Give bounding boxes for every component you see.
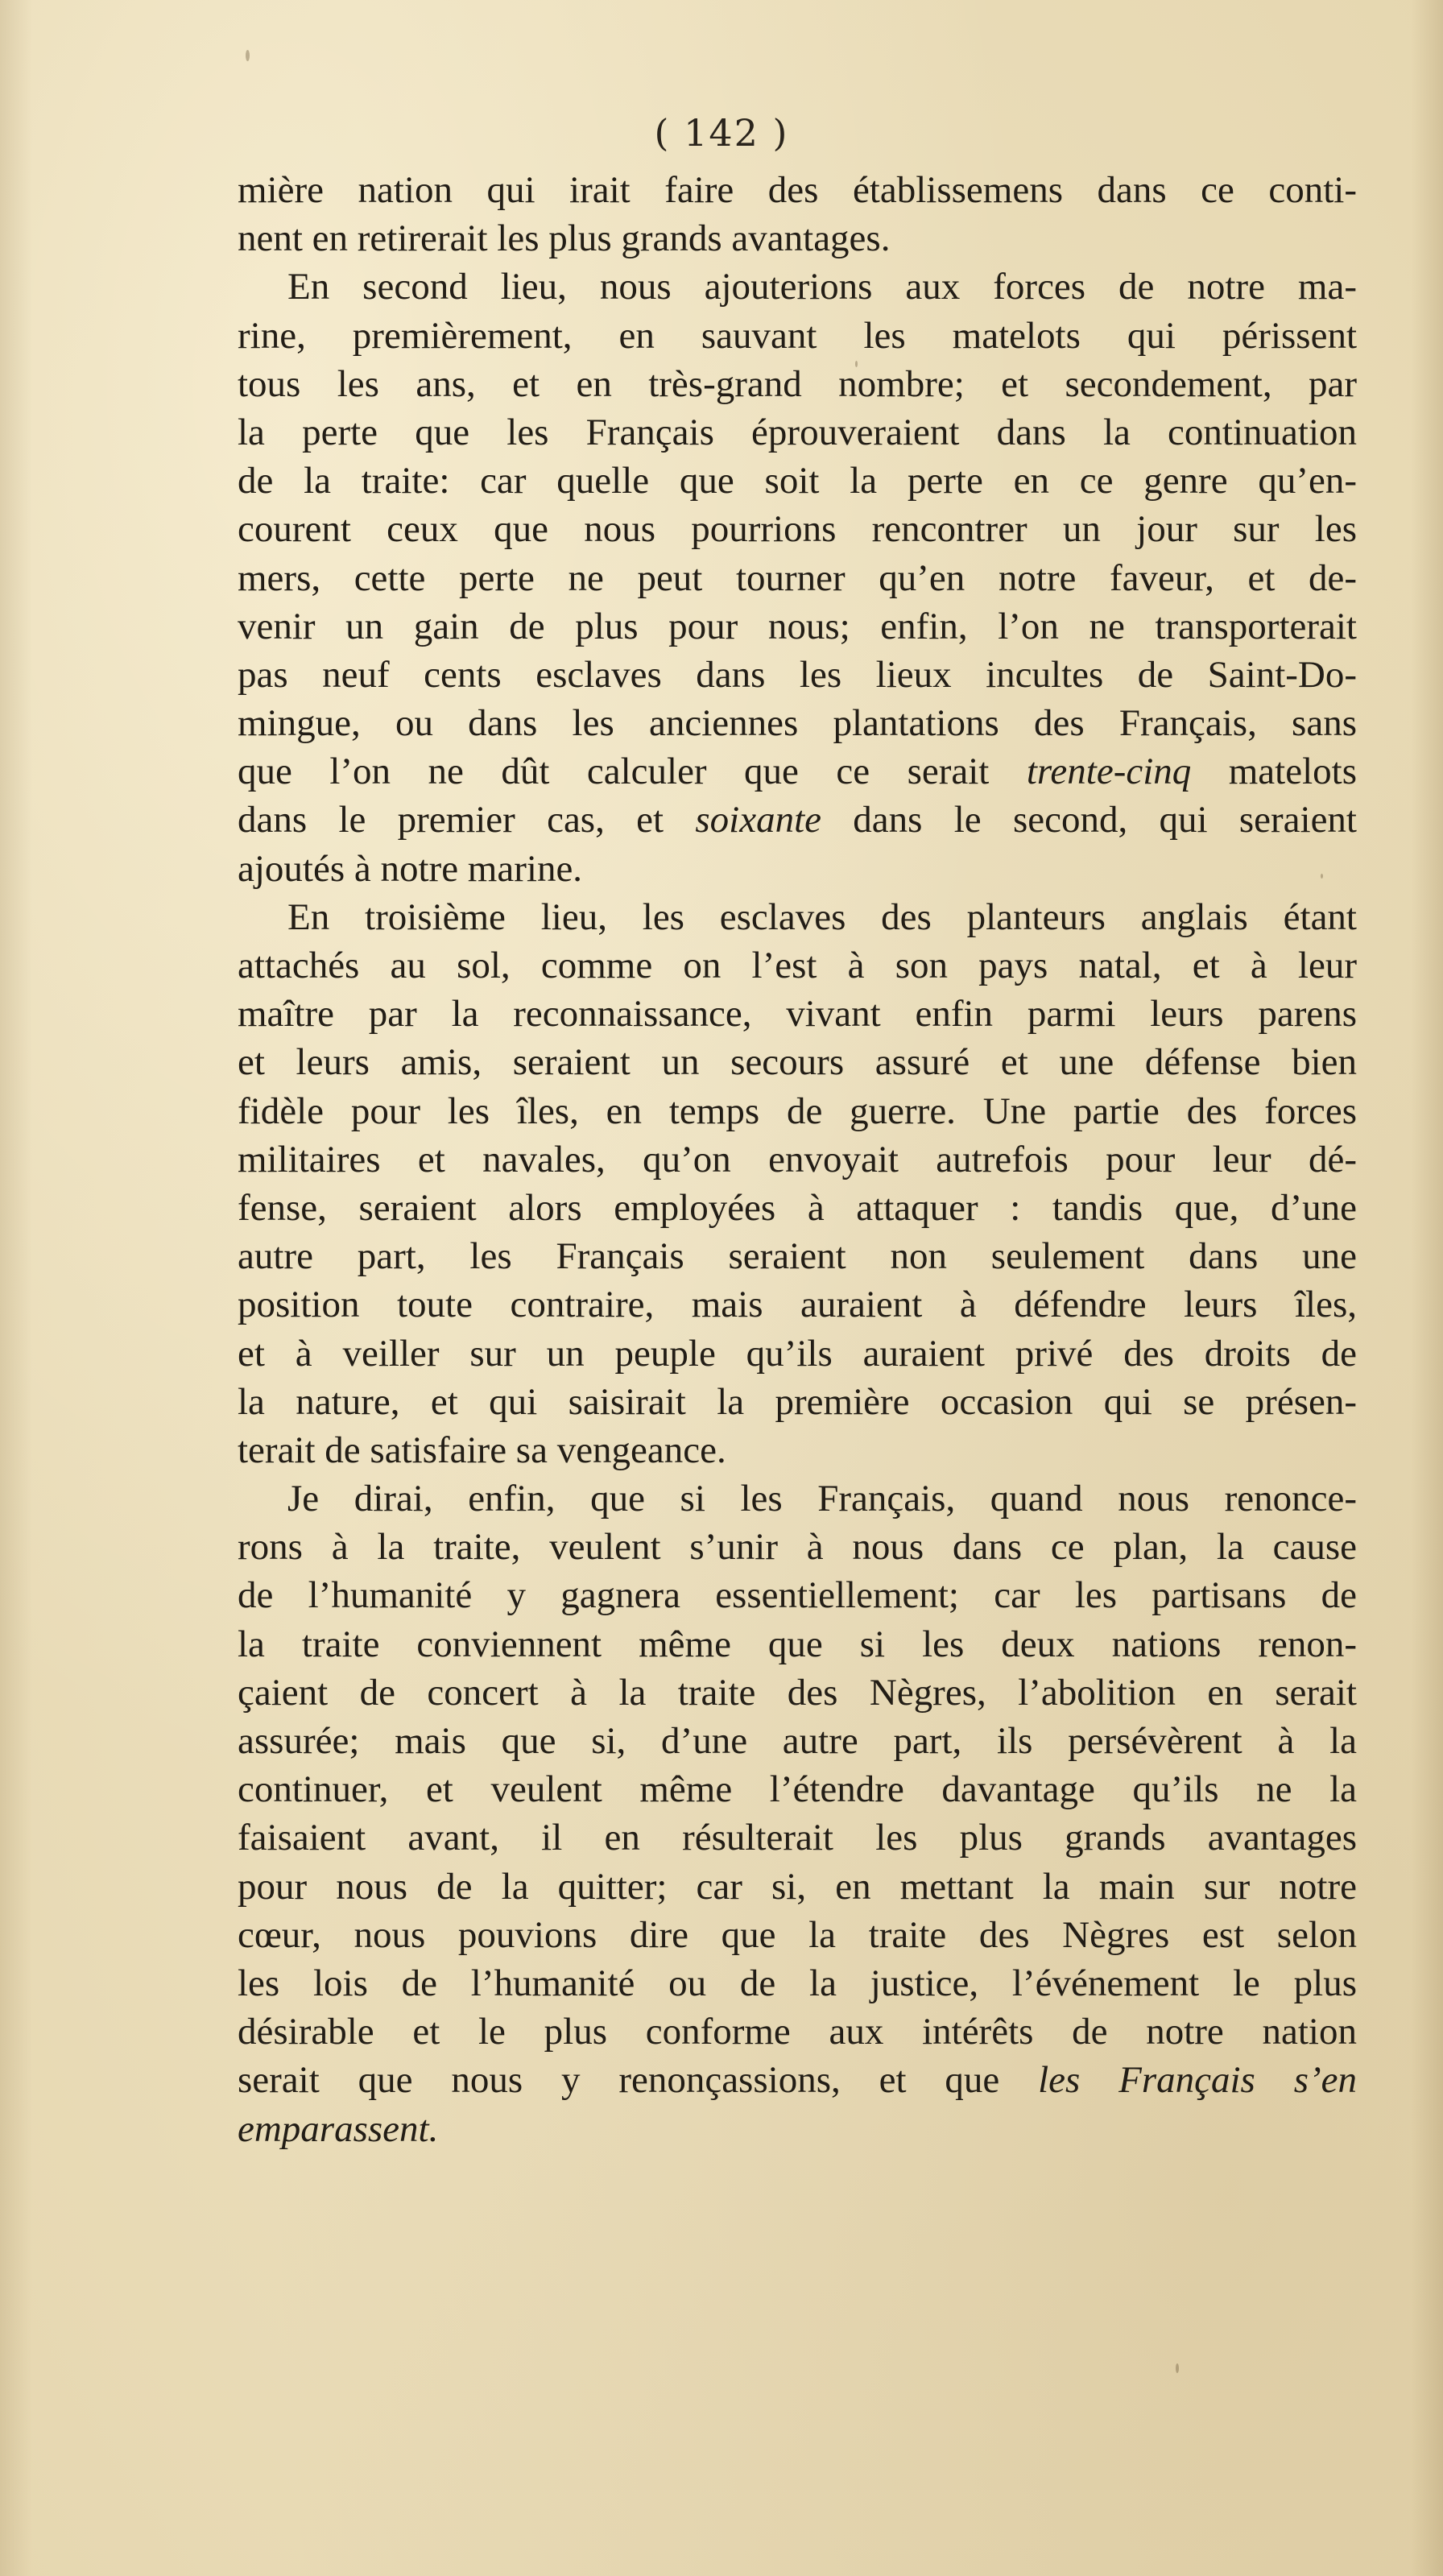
text-line: [238, 360, 1357, 408]
page-edge-shadow-right: [1411, 0, 1443, 2576]
text-run: rons à la traite, veulent s’unir à nous dans ce plan, la cause: [238, 1526, 1357, 1569]
text-run: de l’humanité y gagnera essentiellement; car les partisans de: [238, 1574, 1357, 1617]
text-run: la traite conviennent même que si les deux nations renon-: [238, 1623, 1357, 1665]
text-run: terait de satisfaire sa vengeance.: [238, 1429, 726, 1471]
text-line: [238, 554, 1357, 602]
text-line: [238, 1765, 1357, 1813]
text-line: [238, 2056, 1357, 2104]
text-line: [238, 312, 1357, 360]
text-run: fidèle pour les îles, en temps de guerre. Une partie des forces: [238, 1090, 1357, 1132]
text-line: [238, 457, 1357, 505]
text-line: [238, 941, 1357, 990]
text-run: Je dirai, enfin, que si les Français, quand nous renonce-: [287, 1478, 1357, 1520]
text-run: pas neuf cents esclaves dans les lieux incultes de Saint-Do-: [238, 653, 1357, 696]
text-run: courent ceux que nous pourrions rencontrer un jour sur les: [238, 508, 1357, 551]
text-line: [238, 1959, 1357, 2007]
text-line: [238, 990, 1357, 1038]
text-line: [238, 1620, 1357, 1668]
text-run: En troisième lieu, les esclaves des planteurs anglais étant: [287, 895, 1357, 938]
text-line: [238, 408, 1357, 457]
text-line: [238, 263, 1357, 311]
text-line: [238, 1184, 1357, 1232]
text-run: ajoutés à notre marine.: [238, 847, 583, 890]
page-number: ( 142 ): [654, 111, 789, 155]
text-line: [238, 214, 1357, 263]
text-run: dans le premier cas, et: [238, 799, 696, 841]
text-line: [238, 1329, 1357, 1378]
text-run: mers, cette perte ne peut tourner qu’en notre faveur, et de-: [238, 556, 1357, 599]
text-run: militaires et navales, qu’on envoyait autrefois pour leur dé-: [238, 1138, 1357, 1180]
text-run: serait que nous y renonçassions, et que: [238, 2059, 1039, 2102]
text-line: [238, 505, 1357, 553]
text-line: [238, 1863, 1357, 1911]
text-run: venir un gain de plus pour nous; enfin, l’on ne transporterait: [238, 605, 1357, 647]
text-run: assurée; mais que si, d’une autre part, ils persévèrent à la: [238, 1720, 1357, 1762]
text-line: [238, 699, 1357, 747]
text-run: matelots: [1191, 750, 1357, 793]
text-run: attachés au sol, comme on l’est à son pays natal, et à leur: [238, 945, 1357, 986]
text-line: [238, 1135, 1357, 1184]
page-edge-shadow-left: [0, 0, 32, 2576]
text-line: [238, 1813, 1357, 1862]
text-run: continuer, et veulent même l’étendre davantage qu’ils ne la: [238, 1768, 1357, 1811]
text-run: autre part, les Français seraient non seulement dans une: [238, 1235, 1357, 1278]
text-line: [238, 651, 1357, 699]
text-line: [238, 1668, 1357, 1717]
text-run: mingue, ou dans les anciennes plantations des Français, sans: [238, 702, 1357, 745]
text-line: [238, 166, 1357, 214]
text-line: [238, 893, 1357, 941]
text-run: désirable et le plus conforme aux intérêts de notre nation: [238, 2011, 1357, 2053]
body-text: [238, 166, 1357, 2153]
text-line: [238, 2007, 1357, 2056]
text-line: [238, 1038, 1357, 1086]
text-run: cœur, nous pouvions dire que la traite des Nègres est selon: [238, 1913, 1357, 1956]
text-line: [238, 845, 1357, 893]
text-run: et à veiller sur un peuple qu’ils auraient privé des droits de: [238, 1332, 1357, 1375]
text-line: [238, 1232, 1357, 1280]
text-line: [238, 1378, 1357, 1426]
text-run: les lois de l’humanité ou de la justice, l’événement le plus: [238, 1962, 1357, 2004]
text-run: maître par la reconnaissance, vivant enfin parmi leurs parens: [238, 993, 1357, 1036]
text-line: [238, 1280, 1357, 1329]
text-run: que l’on ne dût calculer que ce serait: [238, 750, 1027, 793]
text-line: [238, 2105, 1357, 2153]
text-run: position toute contraire, mais auraient à défendre leurs îles,: [238, 1284, 1357, 1326]
text-line: [238, 602, 1357, 651]
text-run: pour nous de la quitter; car si, en mettant la main sur notre: [238, 1865, 1357, 1908]
paper-fleck: [246, 50, 250, 61]
text-line: [238, 1911, 1357, 1959]
italic-text: les Français s’en: [1038, 2059, 1357, 2102]
text-run: fense, seraient alors employées à attaquer : tandis que, d’une: [238, 1186, 1357, 1229]
text-run: la perte que les Français éprouveraient dans la continuation: [238, 411, 1357, 453]
text-run: En second lieu, nous ajouterions aux forces de notre ma-: [287, 266, 1357, 308]
text-run: et leurs amis, seraient un secours assuré et une défense bien: [238, 1041, 1357, 1084]
italic-text: emparassent.: [238, 2107, 439, 2150]
text-line: [238, 1474, 1357, 1523]
text-run: rine, premièrement, en sauvant les matelots qui périssent: [238, 314, 1357, 357]
text-run: tous les ans, et en très-grand nombre; et secondement, par: [238, 362, 1357, 405]
text-run: dans le second, qui seraient: [821, 799, 1357, 841]
text-line: [238, 796, 1357, 844]
text-run: çaient de concert à la traite des Nègres, l’abolition en serait: [238, 1671, 1357, 1714]
italic-text: trente-cinq: [1026, 750, 1192, 793]
text-line: [238, 1571, 1357, 1619]
text-run: de la traite: car quelle que soit la perte en ce genre qu’en-: [238, 460, 1357, 502]
text-line: [238, 1523, 1357, 1571]
text-line: [238, 1087, 1357, 1135]
text-run: la nature, et qui saisirait la première occasion qui se présen-: [238, 1380, 1357, 1423]
paper-fleck: [1176, 2363, 1179, 2373]
text-line: [238, 1426, 1357, 1474]
text-run: nent en retirerait les plus grands avantages.: [238, 217, 891, 260]
italic-text: soixante: [695, 799, 821, 841]
text-run: mière nation qui irait faire des établissemens dans ce conti-: [238, 169, 1357, 211]
text-run: faisaient avant, il en résulterait les plus grands avantages: [238, 1817, 1357, 1859]
text-line: [238, 1717, 1357, 1765]
text-line: [238, 747, 1357, 796]
